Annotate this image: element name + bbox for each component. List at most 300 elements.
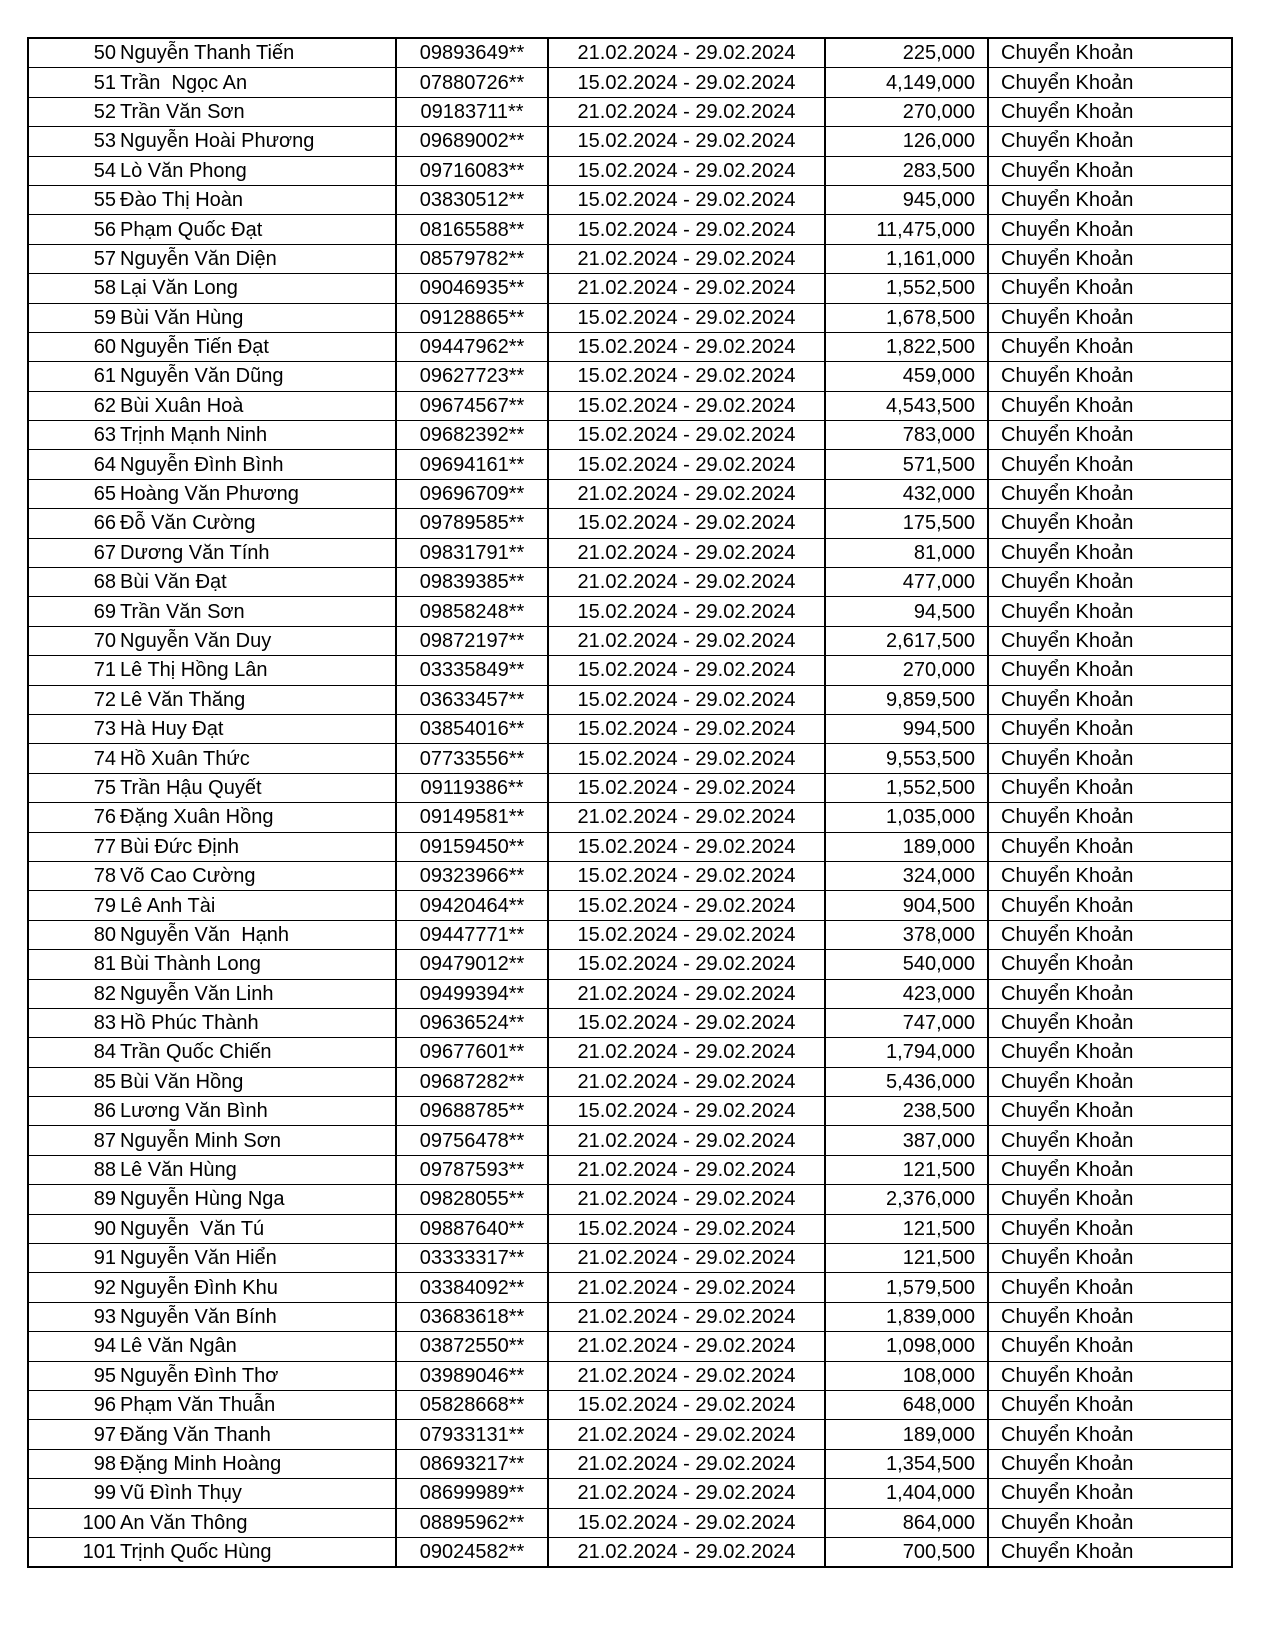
recipient-name: Nguyễn Đình Khu	[118, 1273, 396, 1302]
date-range: 21.02.2024 - 29.02.2024	[548, 479, 825, 508]
date-range: 15.02.2024 - 29.02.2024	[548, 1508, 825, 1537]
payment-method: Chuyển Khoản	[988, 274, 1232, 303]
row-number: 54	[28, 156, 118, 185]
table-row	[28, 1508, 1232, 1537]
row-number: 57	[28, 244, 118, 273]
amount: 108,000	[825, 1361, 988, 1390]
row-number: 61	[28, 362, 118, 391]
table-row	[28, 714, 1232, 743]
table-row	[28, 597, 1232, 626]
row-number: 75	[28, 773, 118, 802]
amount: 1,579,500	[825, 1273, 988, 1302]
phone-number: 09149581**	[396, 803, 548, 832]
recipient-name: Nguyễn Minh Sơn	[118, 1126, 396, 1155]
payment-method: Chuyển Khoản	[988, 244, 1232, 273]
table-row	[28, 920, 1232, 949]
recipient-name: Nguyễn Văn Hiển	[118, 1244, 396, 1273]
table-row	[28, 1537, 1232, 1567]
table-row	[28, 1273, 1232, 1302]
table-row	[28, 1390, 1232, 1419]
phone-number: 09323966**	[396, 861, 548, 890]
amount: 126,000	[825, 127, 988, 156]
phone-number: 07933131**	[396, 1420, 548, 1449]
payment-method: Chuyển Khoản	[988, 803, 1232, 832]
row-number: 59	[28, 303, 118, 332]
payment-method: Chuyển Khoản	[988, 891, 1232, 920]
phone-number: 03830512**	[396, 185, 548, 214]
phone-number: 08895962**	[396, 1508, 548, 1537]
amount: 5,436,000	[825, 1067, 988, 1096]
recipient-name: Nguyễn Văn Dũng	[118, 362, 396, 391]
phone-number: 09677601**	[396, 1038, 548, 1067]
table-row	[28, 656, 1232, 685]
table-row	[28, 891, 1232, 920]
phone-number: 09828055**	[396, 1185, 548, 1214]
phone-number: 09499394**	[396, 979, 548, 1008]
payment-method: Chuyển Khoản	[988, 362, 1232, 391]
table-row	[28, 1038, 1232, 1067]
date-range: 15.02.2024 - 29.02.2024	[548, 950, 825, 979]
table-row	[28, 509, 1232, 538]
payment-method: Chuyển Khoản	[988, 1038, 1232, 1067]
table-row	[28, 1244, 1232, 1273]
phone-number: 05828668**	[396, 1390, 548, 1419]
date-range: 15.02.2024 - 29.02.2024	[548, 656, 825, 685]
payment-method: Chuyển Khoản	[988, 156, 1232, 185]
table-row	[28, 1126, 1232, 1155]
date-range: 15.02.2024 - 29.02.2024	[548, 127, 825, 156]
phone-number: 09627723**	[396, 362, 548, 391]
payment-method: Chuyển Khoản	[988, 538, 1232, 567]
date-range: 15.02.2024 - 29.02.2024	[548, 156, 825, 185]
recipient-name: Lương Văn Bình	[118, 1097, 396, 1126]
payment-method: Chuyển Khoản	[988, 832, 1232, 861]
date-range: 15.02.2024 - 29.02.2024	[548, 68, 825, 97]
amount: 4,149,000	[825, 68, 988, 97]
payment-method: Chuyển Khoản	[988, 950, 1232, 979]
amount: 540,000	[825, 950, 988, 979]
recipient-name: Hà Huy Đạt	[118, 714, 396, 743]
date-range: 21.02.2024 - 29.02.2024	[548, 244, 825, 273]
recipient-name: Bùi Văn Hồng	[118, 1067, 396, 1096]
recipient-name: Phạm Văn Thuẫn	[118, 1390, 396, 1419]
phone-number: 09893649**	[396, 38, 548, 68]
date-range: 15.02.2024 - 29.02.2024	[548, 185, 825, 214]
table-row	[28, 215, 1232, 244]
table-row	[28, 685, 1232, 714]
payment-method: Chuyển Khoản	[988, 1302, 1232, 1331]
table-row	[28, 626, 1232, 655]
date-range: 15.02.2024 - 29.02.2024	[548, 215, 825, 244]
row-number: 78	[28, 861, 118, 890]
date-range: 15.02.2024 - 29.02.2024	[548, 597, 825, 626]
amount: 783,000	[825, 421, 988, 450]
amount: 1,098,000	[825, 1332, 988, 1361]
amount: 189,000	[825, 1420, 988, 1449]
date-range: 15.02.2024 - 29.02.2024	[548, 1214, 825, 1243]
row-number: 92	[28, 1273, 118, 1302]
row-number: 98	[28, 1449, 118, 1478]
table-row	[28, 479, 1232, 508]
date-range: 15.02.2024 - 29.02.2024	[548, 685, 825, 714]
row-number: 91	[28, 1244, 118, 1273]
payment-method: Chuyển Khoản	[988, 979, 1232, 1008]
table-row	[28, 127, 1232, 156]
date-range: 21.02.2024 - 29.02.2024	[548, 1038, 825, 1067]
row-number: 66	[28, 509, 118, 538]
phone-number: 09872197**	[396, 626, 548, 655]
payment-method: Chuyển Khoản	[988, 568, 1232, 597]
table-row	[28, 1185, 1232, 1214]
row-number: 55	[28, 185, 118, 214]
table-row	[28, 1067, 1232, 1096]
date-range: 21.02.2024 - 29.02.2024	[548, 1302, 825, 1331]
phone-number: 09447962**	[396, 332, 548, 361]
row-number: 71	[28, 656, 118, 685]
payment-method: Chuyển Khoản	[988, 1008, 1232, 1037]
table-row	[28, 97, 1232, 126]
amount: 121,500	[825, 1244, 988, 1273]
row-number: 65	[28, 479, 118, 508]
date-range: 21.02.2024 - 29.02.2024	[548, 979, 825, 1008]
row-number: 68	[28, 568, 118, 597]
payment-method: Chuyển Khoản	[988, 1332, 1232, 1361]
amount: 1,794,000	[825, 1038, 988, 1067]
date-range: 21.02.2024 - 29.02.2024	[548, 803, 825, 832]
phone-number: 09688785**	[396, 1097, 548, 1126]
row-number: 89	[28, 1185, 118, 1214]
payment-method: Chuyển Khoản	[988, 1273, 1232, 1302]
table-row	[28, 68, 1232, 97]
recipient-name: Nguyễn Văn Hạnh	[118, 920, 396, 949]
recipient-name: Lê Thị Hồng Lân	[118, 656, 396, 685]
table-row	[28, 861, 1232, 890]
amount: 1,552,500	[825, 274, 988, 303]
phone-number: 09858248**	[396, 597, 548, 626]
date-range: 15.02.2024 - 29.02.2024	[548, 391, 825, 420]
phone-number: 09674567**	[396, 391, 548, 420]
amount: 994,500	[825, 714, 988, 743]
date-range: 21.02.2024 - 29.02.2024	[548, 1449, 825, 1478]
table-row	[28, 950, 1232, 979]
amount: 1,035,000	[825, 803, 988, 832]
phone-number: 09716083**	[396, 156, 548, 185]
row-number: 100	[28, 1508, 118, 1537]
table-row	[28, 803, 1232, 832]
phone-number: 03683618**	[396, 1302, 548, 1331]
payment-method: Chuyển Khoản	[988, 656, 1232, 685]
phone-number: 09687282**	[396, 1067, 548, 1096]
date-range: 21.02.2024 - 29.02.2024	[548, 1155, 825, 1184]
phone-number: 07733556**	[396, 744, 548, 773]
date-range: 15.02.2024 - 29.02.2024	[548, 1008, 825, 1037]
phone-number: 03854016**	[396, 714, 548, 743]
row-number: 85	[28, 1067, 118, 1096]
phone-number: 03633457**	[396, 685, 548, 714]
amount: 324,000	[825, 861, 988, 890]
table-row	[28, 450, 1232, 479]
row-number: 72	[28, 685, 118, 714]
recipient-name: Bùi Văn Hùng	[118, 303, 396, 332]
payment-method: Chuyển Khoản	[988, 920, 1232, 949]
recipient-name: Nguyễn Văn Duy	[118, 626, 396, 655]
phone-number: 09159450**	[396, 832, 548, 861]
table-row	[28, 332, 1232, 361]
amount: 1,552,500	[825, 773, 988, 802]
phone-number: 09789585**	[396, 509, 548, 538]
recipient-name: Phạm Quốc Đạt	[118, 215, 396, 244]
phone-number: 09636524**	[396, 1008, 548, 1037]
amount: 1,161,000	[825, 244, 988, 273]
recipient-name: Lò Văn Phong	[118, 156, 396, 185]
recipient-name: Nguyễn Hoài Phương	[118, 127, 396, 156]
recipient-name: Trần Văn Sơn	[118, 97, 396, 126]
table-row	[28, 1332, 1232, 1361]
date-range: 21.02.2024 - 29.02.2024	[548, 626, 825, 655]
date-range: 15.02.2024 - 29.02.2024	[548, 362, 825, 391]
table-row	[28, 391, 1232, 420]
table-row	[28, 38, 1232, 68]
row-number: 50	[28, 38, 118, 68]
amount: 571,500	[825, 450, 988, 479]
recipient-name: Đặng Minh Hoàng	[118, 1449, 396, 1478]
payment-method: Chuyển Khoản	[988, 1097, 1232, 1126]
row-number: 82	[28, 979, 118, 1008]
row-number: 69	[28, 597, 118, 626]
date-range: 21.02.2024 - 29.02.2024	[548, 38, 825, 68]
date-range: 21.02.2024 - 29.02.2024	[548, 1537, 825, 1567]
recipient-name: Hoàng Văn Phương	[118, 479, 396, 508]
payment-method: Chuyển Khoản	[988, 1390, 1232, 1419]
recipient-name: Bùi Đức Định	[118, 832, 396, 861]
date-range: 15.02.2024 - 29.02.2024	[548, 920, 825, 949]
row-number: 83	[28, 1008, 118, 1037]
payment-method: Chuyển Khoản	[988, 1185, 1232, 1214]
row-number: 56	[28, 215, 118, 244]
amount: 700,500	[825, 1537, 988, 1567]
payment-method: Chuyển Khoản	[988, 1214, 1232, 1243]
phone-number: 03333317**	[396, 1244, 548, 1273]
phone-number: 09787593**	[396, 1155, 548, 1184]
table-row	[28, 744, 1232, 773]
date-range: 21.02.2024 - 29.02.2024	[548, 538, 825, 567]
table-row	[28, 421, 1232, 450]
table-row	[28, 274, 1232, 303]
payment-method: Chuyển Khoản	[988, 97, 1232, 126]
phone-number: 09024582**	[396, 1537, 548, 1567]
date-range: 21.02.2024 - 29.02.2024	[548, 1479, 825, 1508]
row-number: 96	[28, 1390, 118, 1419]
date-range: 15.02.2024 - 29.02.2024	[548, 303, 825, 332]
amount: 121,500	[825, 1155, 988, 1184]
phone-number: 09689002**	[396, 127, 548, 156]
table-row	[28, 362, 1232, 391]
payment-method: Chuyển Khoản	[988, 391, 1232, 420]
row-number: 97	[28, 1420, 118, 1449]
recipient-name: Đỗ Văn Cường	[118, 509, 396, 538]
amount: 270,000	[825, 97, 988, 126]
amount: 1,354,500	[825, 1449, 988, 1478]
recipient-name: Vũ Đình Thụy	[118, 1479, 396, 1508]
recipient-name: Đặng Xuân Hồng	[118, 803, 396, 832]
date-range: 15.02.2024 - 29.02.2024	[548, 891, 825, 920]
recipient-name: Nguyễn Tiến Đạt	[118, 332, 396, 361]
payment-method: Chuyển Khoản	[988, 332, 1232, 361]
payment-method: Chuyển Khoản	[988, 773, 1232, 802]
payment-table-container	[27, 37, 1231, 1568]
amount: 648,000	[825, 1390, 988, 1419]
date-range: 15.02.2024 - 29.02.2024	[548, 1390, 825, 1419]
phone-number: 03872550**	[396, 1332, 548, 1361]
amount: 94,500	[825, 597, 988, 626]
payment-method: Chuyển Khoản	[988, 68, 1232, 97]
table-row	[28, 1449, 1232, 1478]
phone-number: 09183711**	[396, 97, 548, 126]
amount: 459,000	[825, 362, 988, 391]
table-row	[28, 538, 1232, 567]
phone-number: 09447771**	[396, 920, 548, 949]
payment-method: Chuyển Khoản	[988, 1361, 1232, 1390]
payment-method: Chuyển Khoản	[988, 1508, 1232, 1537]
row-number: 90	[28, 1214, 118, 1243]
payment-method: Chuyển Khoản	[988, 303, 1232, 332]
amount: 387,000	[825, 1126, 988, 1155]
row-number: 93	[28, 1302, 118, 1331]
row-number: 76	[28, 803, 118, 832]
phone-number: 08579782**	[396, 244, 548, 273]
table-row	[28, 1008, 1232, 1037]
payment-method: Chuyển Khoản	[988, 714, 1232, 743]
amount: 9,553,500	[825, 744, 988, 773]
amount: 423,000	[825, 979, 988, 1008]
amount: 477,000	[825, 568, 988, 597]
date-range: 21.02.2024 - 29.02.2024	[548, 1361, 825, 1390]
recipient-name: Trần Quốc Chiến	[118, 1038, 396, 1067]
amount: 747,000	[825, 1008, 988, 1037]
payment-method: Chuyển Khoản	[988, 1449, 1232, 1478]
row-number: 99	[28, 1479, 118, 1508]
date-range: 21.02.2024 - 29.02.2024	[548, 274, 825, 303]
amount: 81,000	[825, 538, 988, 567]
recipient-name: Nguyễn Đình Thơ	[118, 1361, 396, 1390]
recipient-name: An Văn Thông	[118, 1508, 396, 1537]
date-range: 21.02.2024 - 29.02.2024	[548, 1244, 825, 1273]
recipient-name: Nguyễn Văn Linh	[118, 979, 396, 1008]
amount: 121,500	[825, 1214, 988, 1243]
amount: 432,000	[825, 479, 988, 508]
amount: 2,617,500	[825, 626, 988, 655]
table-row	[28, 1479, 1232, 1508]
row-number: 70	[28, 626, 118, 655]
payment-method: Chuyển Khoản	[988, 215, 1232, 244]
table-row	[28, 1361, 1232, 1390]
amount: 1,839,000	[825, 1302, 988, 1331]
phone-number: 08693217**	[396, 1449, 548, 1478]
row-number: 63	[28, 421, 118, 450]
payment-method: Chuyển Khoản	[988, 185, 1232, 214]
date-range: 21.02.2024 - 29.02.2024	[548, 1420, 825, 1449]
recipient-name: Lê Văn Ngân	[118, 1332, 396, 1361]
recipient-name: Nguyễn Văn Tú	[118, 1214, 396, 1243]
date-range: 15.02.2024 - 29.02.2024	[548, 509, 825, 538]
payment-method: Chuyển Khoản	[988, 685, 1232, 714]
recipient-name: Trịnh Mạnh Ninh	[118, 421, 396, 450]
amount: 1,678,500	[825, 303, 988, 332]
payment-method: Chuyển Khoản	[988, 509, 1232, 538]
payment-table	[27, 37, 1233, 1568]
date-range: 15.02.2024 - 29.02.2024	[548, 773, 825, 802]
row-number: 94	[28, 1332, 118, 1361]
payment-method: Chuyển Khoản	[988, 479, 1232, 508]
amount: 189,000	[825, 832, 988, 861]
table-row	[28, 568, 1232, 597]
amount: 1,404,000	[825, 1479, 988, 1508]
payment-method: Chuyển Khoản	[988, 1537, 1232, 1567]
row-number: 84	[28, 1038, 118, 1067]
phone-number: 09682392**	[396, 421, 548, 450]
recipient-name: Nguyễn Đình Bình	[118, 450, 396, 479]
phone-number: 09420464**	[396, 891, 548, 920]
table-row	[28, 244, 1232, 273]
row-number: 73	[28, 714, 118, 743]
payment-method: Chuyển Khoản	[988, 1244, 1232, 1273]
date-range: 15.02.2024 - 29.02.2024	[548, 714, 825, 743]
date-range: 15.02.2024 - 29.02.2024	[548, 832, 825, 861]
table-row	[28, 1420, 1232, 1449]
payment-method: Chuyển Khoản	[988, 597, 1232, 626]
phone-number: 03989046**	[396, 1361, 548, 1390]
payment-method: Chuyển Khoản	[988, 421, 1232, 450]
amount: 283,500	[825, 156, 988, 185]
table-row	[28, 773, 1232, 802]
phone-number: 08165588**	[396, 215, 548, 244]
phone-number: 09831791**	[396, 538, 548, 567]
recipient-name: Lê Văn Hùng	[118, 1155, 396, 1184]
recipient-name: Nguyễn Thanh Tiến	[118, 38, 396, 68]
phone-number: 09046935**	[396, 274, 548, 303]
table-row	[28, 185, 1232, 214]
date-range: 15.02.2024 - 29.02.2024	[548, 421, 825, 450]
amount: 238,500	[825, 1097, 988, 1126]
row-number: 58	[28, 274, 118, 303]
date-range: 21.02.2024 - 29.02.2024	[548, 1273, 825, 1302]
phone-number: 09839385**	[396, 568, 548, 597]
row-number: 88	[28, 1155, 118, 1184]
date-range: 15.02.2024 - 29.02.2024	[548, 744, 825, 773]
phone-number: 09128865**	[396, 303, 548, 332]
amount: 378,000	[825, 920, 988, 949]
payment-method: Chuyển Khoản	[988, 1479, 1232, 1508]
table-row	[28, 979, 1232, 1008]
recipient-name: Đăng Văn Thanh	[118, 1420, 396, 1449]
row-number: 86	[28, 1097, 118, 1126]
recipient-name: Trần Ngọc An	[118, 68, 396, 97]
amount: 175,500	[825, 509, 988, 538]
amount: 4,543,500	[825, 391, 988, 420]
row-number: 79	[28, 891, 118, 920]
amount: 225,000	[825, 38, 988, 68]
phone-number: 08699989**	[396, 1479, 548, 1508]
table-row	[28, 1097, 1232, 1126]
amount: 9,859,500	[825, 685, 988, 714]
payment-method: Chuyển Khoản	[988, 450, 1232, 479]
date-range: 21.02.2024 - 29.02.2024	[548, 1332, 825, 1361]
row-number: 95	[28, 1361, 118, 1390]
date-range: 15.02.2024 - 29.02.2024	[548, 1097, 825, 1126]
recipient-name: Nguyễn Văn Bính	[118, 1302, 396, 1331]
phone-number: 09756478**	[396, 1126, 548, 1155]
recipient-name: Hồ Xuân Thức	[118, 744, 396, 773]
